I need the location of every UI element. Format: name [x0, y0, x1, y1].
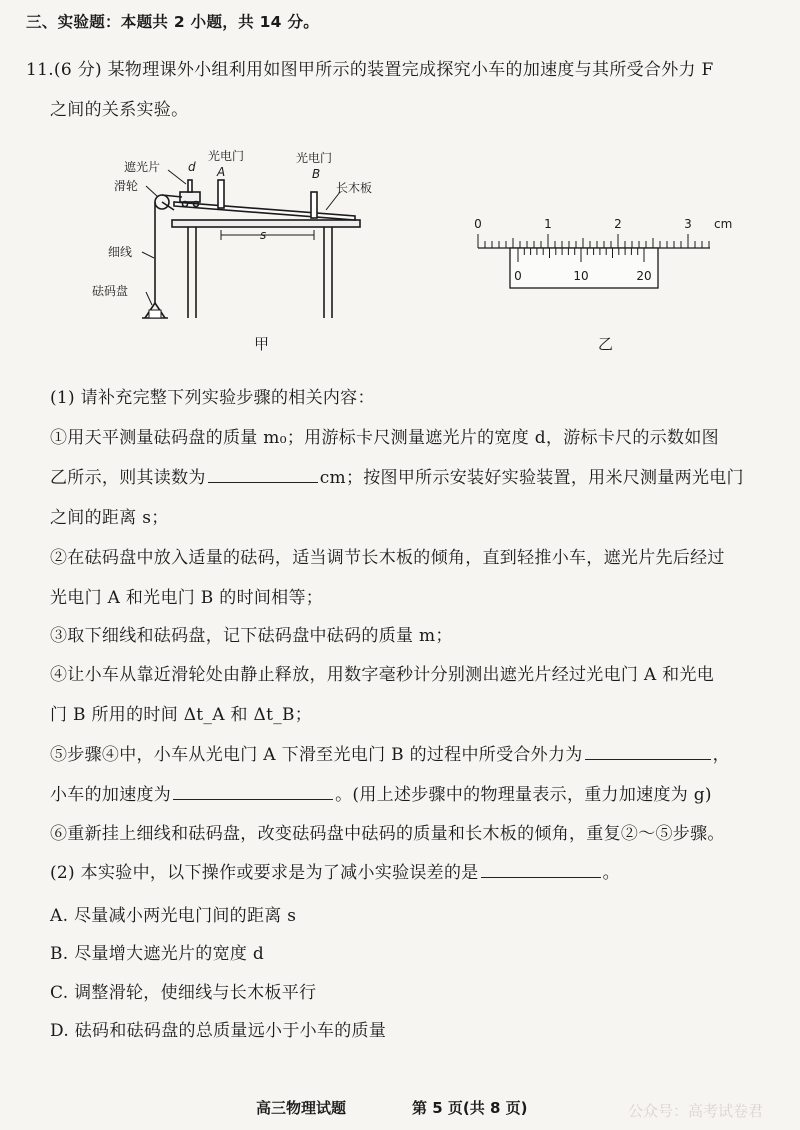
- question-11-line2: 之间的关系实验。: [50, 100, 189, 120]
- step6: ⑥重新挂上细线和砝码盘，改变砝码盘中砝码的质量和长木板的倾角，重复②～⑤步骤。: [50, 824, 725, 844]
- part1-intro: (1) 请补充完整下列实验步骤的相关内容：: [50, 388, 375, 408]
- footer-subject: 高三物理试题: [256, 1099, 347, 1117]
- label-d: d: [188, 160, 196, 174]
- vernier-tick-0: 0: [514, 269, 522, 283]
- question-11-line1: 11.(6 分) 某物理课外小组利用如图甲所示的装置完成探究小车的加速度与其所受合外力 F: [26, 60, 714, 80]
- step5-line2: [50, 780, 712, 805]
- step1-line3: 之间的距离 s；: [50, 508, 169, 528]
- step5-line1-pre: ⑤步骤④中，小车从光电门 A 下滑至光电门 B 的过程中所受合外力为: [50, 745, 583, 765]
- answer-blank-force[interactable]: [585, 745, 711, 760]
- step1-line1: ①用天平测量砝码盘的质量 m₀；用游标卡尺测量遮光片的宽度 d，游标卡尺的示数如图: [50, 428, 719, 448]
- step5-line2-post: 。(用上述步骤中的物理量表示，重力加速度为 g): [335, 785, 712, 805]
- label-gate-b: 光电门: [296, 151, 333, 165]
- answer-blank-acceleration[interactable]: [173, 785, 333, 800]
- part2-question-post: 。: [602, 863, 620, 883]
- option-c: C. 调整滑轮，使细线与长木板平行: [50, 983, 317, 1003]
- label-string: 细线: [108, 245, 133, 259]
- step1-line2-post: cm；按图甲所示安装好实验装置，用米尺测量两光电门: [319, 468, 744, 488]
- vernier-tick-10: 10: [573, 269, 589, 283]
- main-tick-2: 2: [614, 217, 622, 231]
- part2-question: [50, 858, 620, 883]
- label-pan: 砝码盘: [92, 284, 129, 298]
- option-d: D. 砝码和砝码盘的总质量远小于小车的质量: [50, 1021, 387, 1041]
- section-title: 三、实验题：本题共 2 小题，共 14 分。: [26, 13, 320, 31]
- label-gate-a-letter: A: [217, 165, 226, 179]
- label-s: s: [260, 228, 267, 242]
- watermark: 公众号：高考试卷君: [628, 1102, 764, 1120]
- step5-line1: [50, 740, 730, 765]
- option-b: B. 尽量增大遮光片的宽度 d: [50, 944, 265, 964]
- footer-page: 第 5 页(共 8 页): [412, 1099, 528, 1117]
- step3: ③取下细线和砝码盘，记下砝码盘中砝码的质量 m；: [50, 626, 453, 646]
- option-a: A. 尽量减小两光电门间的距离 s: [50, 906, 297, 926]
- main-tick-1: 1: [544, 217, 552, 231]
- mass-blocks: [149, 310, 161, 318]
- figure-vernier: [470, 210, 760, 300]
- answer-blank-choice[interactable]: [481, 863, 601, 878]
- step5-line2-pre: 小车的加速度为: [50, 785, 172, 805]
- answer-blank-reading[interactable]: [208, 468, 318, 483]
- label-pulley: 滑轮: [114, 179, 139, 193]
- step4-line1: ④让小车从靠近滑轮处由静止释放，用数字毫秒计分别测出遮光片经过光电门 A 和光电: [50, 665, 715, 685]
- part2-question-pre: (2) 本实验中，以下操作或要求是为了减小实验误差的是: [50, 863, 479, 883]
- step2-line2: 光电门 A 和光电门 B 的时间相等；: [50, 588, 324, 608]
- main-unit: cm: [714, 217, 733, 231]
- step1-line2: [50, 463, 744, 488]
- label-gate-a: 光电门: [208, 149, 245, 163]
- step2-line1: ②在砝码盘中放入适量的砝码，适当调节长木板的倾角，直到轻推小车，遮光片先后经过: [50, 548, 725, 568]
- main-tick-3: 3: [684, 217, 692, 231]
- main-tick-0: 0: [474, 217, 482, 231]
- main-scale-ticks: [478, 234, 709, 248]
- label-shade: 遮光片: [124, 160, 161, 174]
- figure-apparatus: [92, 140, 400, 340]
- step4-line2: 门 B 所用的时间 Δt_A 和 Δt_B；: [50, 705, 313, 725]
- label-gate-b-letter: B: [312, 167, 321, 181]
- step1-line2-pre: 乙所示，则其读数为: [50, 468, 206, 488]
- vernier-tick-20: 20: [636, 269, 652, 283]
- step5-line1-post: ，: [712, 745, 730, 765]
- label-board: 长木板: [336, 181, 373, 195]
- figure-b-caption: 乙: [598, 335, 614, 353]
- figure-a-caption: 甲: [254, 335, 270, 353]
